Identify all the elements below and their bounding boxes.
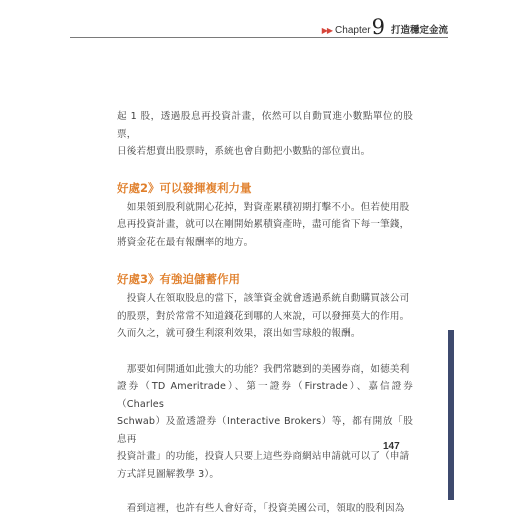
double-arrow-icon: ▶▶ — [321, 26, 333, 35]
text-line: 的股票，對於常常不知道錢花到哪的人來說，可以發揮莫大的作用。 — [117, 310, 410, 322]
text-line: 如果領到股利就開心花掉，對資產累積初期打擊不小。但若使用股 — [117, 201, 410, 213]
chapter-word: Chapter — [335, 25, 371, 36]
text-line: 將資金花在最有報酬率的地方。 — [117, 236, 254, 248]
header-rule — [70, 37, 448, 38]
section-heading-benefit-2: 好處2》可以發揮複利力量 — [117, 180, 252, 195]
text-line: 投資計畫」的功能，投資人只要上這些券商網站申請就可以了（申請 — [117, 451, 410, 462]
section-heading-benefit-3: 好處3》有強迫儲蓄作用 — [117, 272, 241, 286]
running-header — [70, 16, 448, 38]
page-body — [117, 108, 413, 518]
text-line: 那要如何開通如此強大的功能？我們常聽到的美國券商，如德美利 — [117, 363, 410, 375]
paragraph-3 — [117, 290, 413, 343]
text-line: 方式詳見圖解教學 3）。 — [117, 468, 220, 480]
chapter-side-tab — [448, 330, 454, 500]
chapter-number: 9 — [371, 15, 385, 39]
text-line: Schwab）及盈透證券（Interactive Brokers）等，都有開放「股息再 — [117, 416, 413, 445]
chapter-label — [322, 16, 448, 37]
paragraph-5 — [117, 500, 413, 518]
chapter-title: 打造穩定金流 — [390, 25, 448, 36]
paragraph-2 — [117, 199, 413, 252]
text-line: 投資人在領取股息的當下，該筆資金就會透過系統自動購買該公司 — [117, 293, 410, 304]
text-line: 息再投資計畫，就可以在剛開始累積資產時，盡可能省下每一筆錢， — [117, 219, 410, 230]
text-line: 久而久之，就可發生利滾利效果，滾出如雪球般的報酬。 — [117, 328, 361, 339]
page-number: 147 — [383, 441, 400, 452]
text-line: 起 1 股，透過股息再投資計畫，依然可以自動買進小數點單位的股票， — [117, 111, 413, 140]
text-line: 看到這裡，也許有些人會好奇，「投資美國公司，領取的股利因為 — [117, 503, 405, 514]
paragraph-4 — [117, 361, 413, 484]
text-line: 證券（TD Ameritrade）、第一證券（Firstrade）、嘉信證券（Charles — [117, 381, 413, 410]
text-line: 日後若想賣出股票時，系統也會自動把小數點的部位賣出。 — [117, 146, 371, 157]
paragraph-1 — [117, 108, 413, 161]
